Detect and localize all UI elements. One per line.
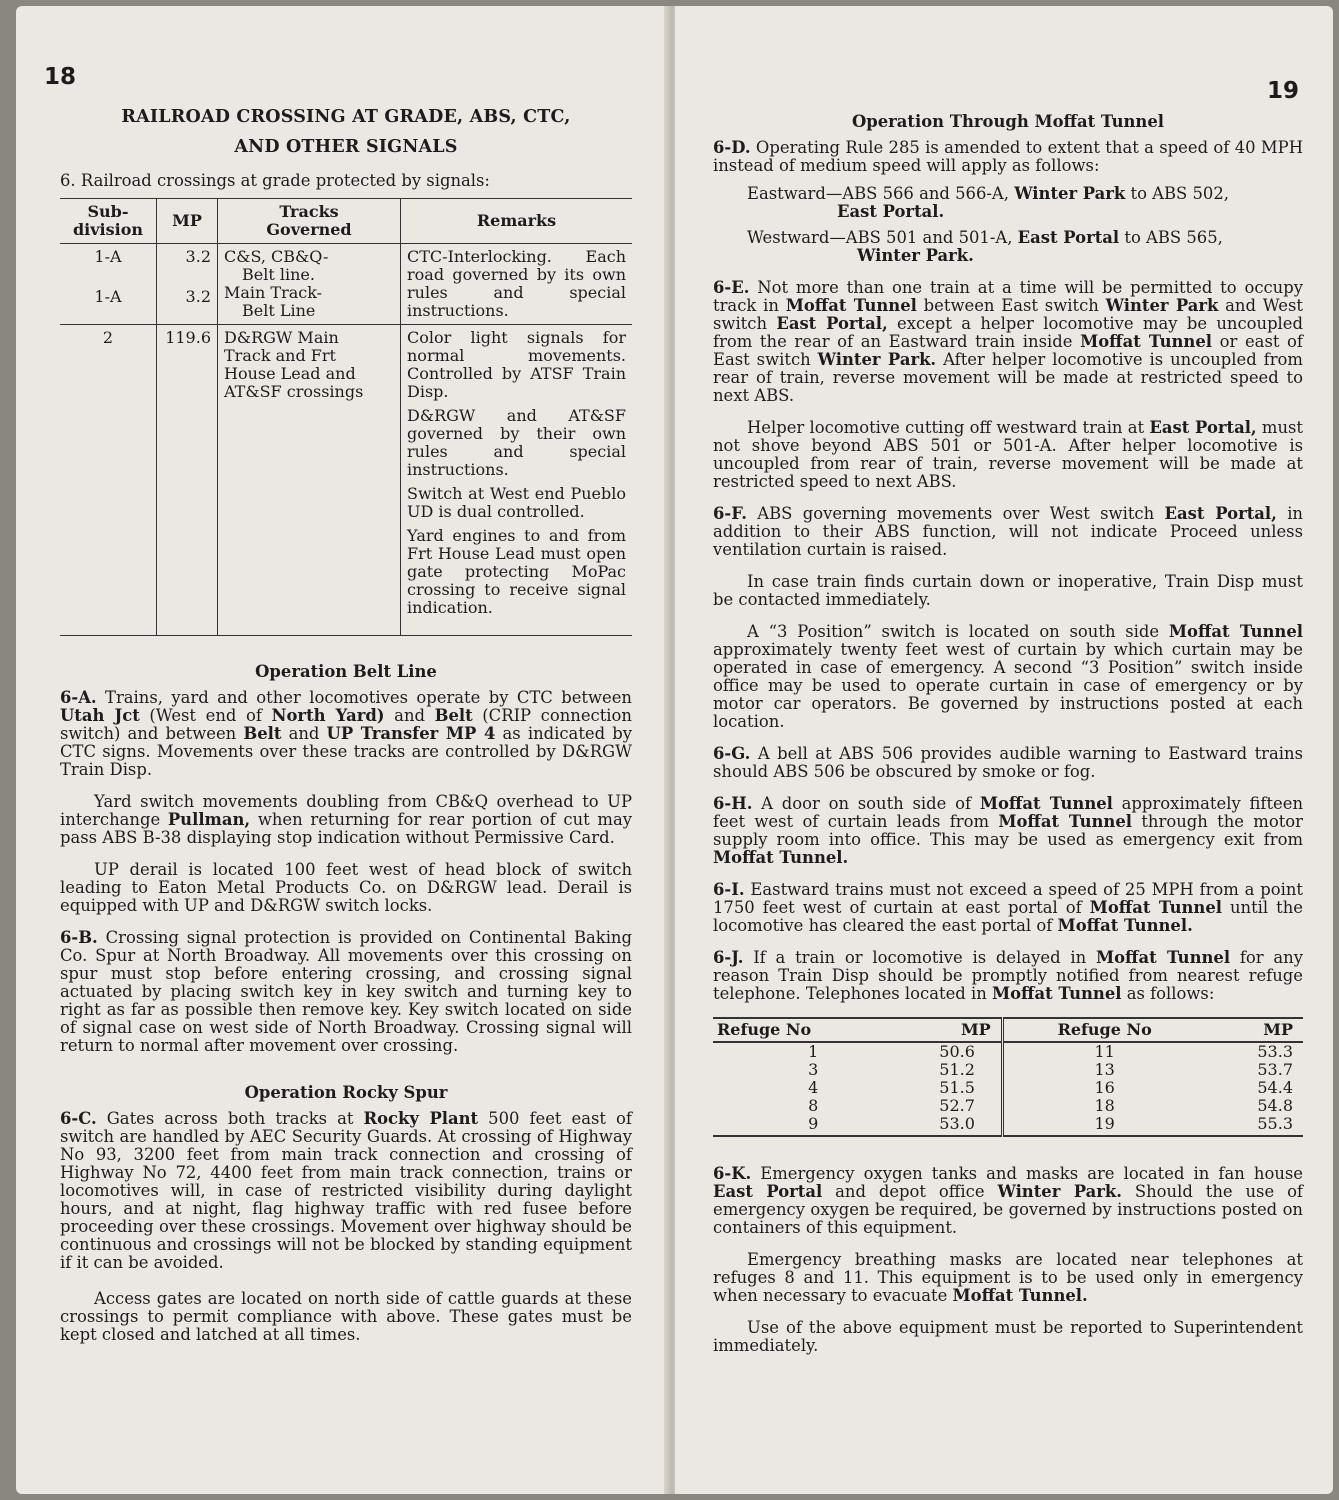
table-row: 8 52.7 18 54.8 — [808, 1096, 1293, 1115]
table-row: 1-A 1-A 3.2 3.2 C&S, CB&Q- Belt line. Main Track- Belt Line CTC-Interlocking. Each road governed by its own rules and special instructions. — [60, 244, 632, 325]
paragraph-yard-switch: Yard switch movements doubling from CB&Q overhead to UP interchange Pullman, when returning for rear portion of cut may pass ABS B-38 displaying stop indication without Permissive Card. — [60, 792, 632, 847]
paragraph-3-position-switch: A “3 Position” switch is located on south side Moffat Tunnel approximately twenty feet west of curtain by which curtain may be operated in case of emergency. A second “3 Position” switch inside office may be used to operate curtain in case of emergency or by motor car operators. Be governed by instructions posted at each location. — [713, 622, 1303, 731]
paragraph-6e: 6-E. Not more than one train at a time will be permitted to occupy track in Moffat Tunnel between East switch Winter Park and West switch East Portal, except a helper locomotive may be uncoupled from the rear of an Eastward train inside Moffat Tunnel or east of East switch Winter Park. After helper locomotive is uncoupled from rear of train, reverse movement will be made at restricted speed to next ABS. — [713, 278, 1303, 405]
table-row: 1 50.6 11 53.3 — [808, 1042, 1293, 1061]
col-remarks: Remarks — [401, 199, 633, 244]
crossing-intro: 6. Railroad crossings at grade protected by signals: — [60, 171, 490, 190]
right-page — [675, 6, 1333, 1494]
paragraph-6c: 6-C. Gates across both tracks at Rocky Plant 500 feet east of switch are handled by AEC Security Guards. At crossing of Highway No 93, 3200 feet from main track connection and crossing of Highway No 72, 4400 feet from main track connection, trains or locomotives will, in case of restricted visibility during daylight hours, and at night, flag highway traffic with red fusee before proceeding over these crossings. Movement over highway should be continuous and crossings will not be blocked by standing equipment if it can be avoided. — [60, 1109, 632, 1272]
section-title-line1: RAILROAD CROSSING AT GRADE, ABS, CTC, — [121, 107, 571, 127]
paragraph-access-gates: Access gates are located on north side of cattle guards at these crossings to permit compliance with above. These gates must be kept closed and latched at all times. — [60, 1289, 632, 1344]
crossing-table — [60, 198, 632, 636]
eastward-speed: Eastward—ABS 566 and 566-A, Winter Park to ABS 502, East Portal. — [747, 184, 1229, 221]
col-refuge-no-2: Refuge No — [1002, 1018, 1205, 1042]
left-page — [16, 6, 668, 1494]
section-title-line2: AND OTHER SIGNALS — [234, 137, 458, 157]
table-row: 2 119.6 D&RGW Main Track and Frt House Lead and AT&SF crossings Color light signals for normal movements. Controlled by ATSF Train Disp. D&RGW and AT&SF governed by their own rules and special instructions. Switch at West end Pueblo UD is dual controlled. Yard engines to and from Frt House Lead must open gate protecting MoPac crossing to receive signal indication. — [60, 325, 632, 622]
paragraph-6a: 6-A. Trains, yard and other locomotives operate by CTC between Utah Jct (West end of North Yard) and Belt (CRIP connection switch) and between Belt and UP Transfer MP 4 as indicated by CTC signs. Movements over these tracks are controlled by D&RGW Train Disp. — [60, 688, 632, 779]
paragraph-6f: 6-F. ABS governing movements over West switch East Portal, in addition to their ABS function, will not indicate Proceed unless ventilation curtain is raised. — [713, 504, 1303, 559]
heading-belt-line: Operation Belt Line — [255, 662, 437, 681]
table-row: 4 51.5 16 54.4 — [808, 1078, 1293, 1097]
heading-rocky-spur: Operation Rocky Spur — [244, 1083, 448, 1102]
paragraph-6k: 6-K. Emergency oxygen tanks and masks are located in fan house East Portal and depot office Winter Park. Should the use of emergency oxygen be required, be governed by instructions posted on containers of this equipment. — [713, 1164, 1304, 1237]
col-refuge-no-1: Refuge No — [713, 1018, 913, 1042]
paragraph-6g: 6-G. A bell at ABS 506 provides audible warning to Eastward trains should ABS 506 be obscured by smoke or fog. — [713, 744, 1303, 781]
heading-moffat-tunnel: Operation Through Moffat Tunnel — [852, 112, 1164, 131]
table-row: 9 53.0 19 55.3 — [713, 1115, 1303, 1136]
paragraph-breathing-masks: Emergency breathing masks are located near telephones at refuges 8 and 11. This equipment is to be used only in emergency when necessary to evacuate Moffat Tunnel. — [713, 1250, 1303, 1305]
paragraph-curtain-down: In case train finds curtain down or inoperative, Train Disp must be contacted immediately. — [713, 572, 1303, 609]
refuge-table — [713, 1017, 1303, 1137]
paragraph-helper-locomotive: Helper locomotive cutting off westward train at East Portal, must not shove beyond ABS 501 or 501-A. After helper locomotive is uncoupled from rear of train, reverse movement will be made at restricted speed to next ABS. — [713, 418, 1303, 491]
col-mp: MP — [157, 199, 218, 244]
col-tracks: Tracks Governed — [218, 199, 401, 244]
paragraph-6b: 6-B. Crossing signal protection is provided on Continental Baking Co. Spur at North Broadway. All movements over this crossing on spur must stop before entering crossing, and crossing signal actuated by placing switch key in key switch and turning key to right as far as possible then remove key. Key switch located on side of signal case on west side of North Broadway. Crossing signal will return to normal after movement over crossing. — [60, 928, 632, 1055]
page-number-left: 18 — [44, 64, 77, 90]
paragraph-6j: 6-J. If a train or locomotive is delayed in Moffat Tunnel for any reason Train Disp should be promptly notified from nearest refuge telephone. Telephones located in Moffat Tunnel as follows: — [713, 948, 1303, 1003]
paragraph-report-use: Use of the above equipment must be reported to Superintendent immediately. — [713, 1318, 1303, 1355]
col-subdivision: Sub- division — [60, 199, 157, 244]
westward-speed: Westward—ABS 501 and 501-A, East Portal to ABS 565, Winter Park. — [747, 228, 1223, 265]
paragraph-6i: 6-I. Eastward trains must not exceed a speed of 25 MPH from a point 1750 feet west of curtain at east portal of Moffat Tunnel until the locomotive has cleared the east portal of Moffat Tunnel. — [713, 880, 1303, 935]
paragraph-6d: 6-D. Operating Rule 285 is amended to extent that a speed of 40 MPH instead of medium speed will apply as follows: — [713, 138, 1303, 175]
col-mp-2: MP — [1206, 1018, 1303, 1042]
page-number-right: 19 — [1266, 78, 1299, 104]
paragraph-up-derail: UP derail is located 100 feet west of head block of switch leading to Eaton Metal Products Co. on D&RGW lead. Derail is equipped with UP and D&RGW switch locks. — [60, 860, 632, 915]
paragraph-6h: 6-H. A door on south side of Moffat Tunnel approximately fifteen feet west of curtain leads from Moffat Tunnel through the motor supply room into office. This may be used as emergency exit from Moffat Tunnel. — [713, 794, 1304, 867]
col-mp-1: MP — [913, 1018, 1002, 1042]
table-row: 3 51.2 13 53.7 — [808, 1060, 1293, 1079]
